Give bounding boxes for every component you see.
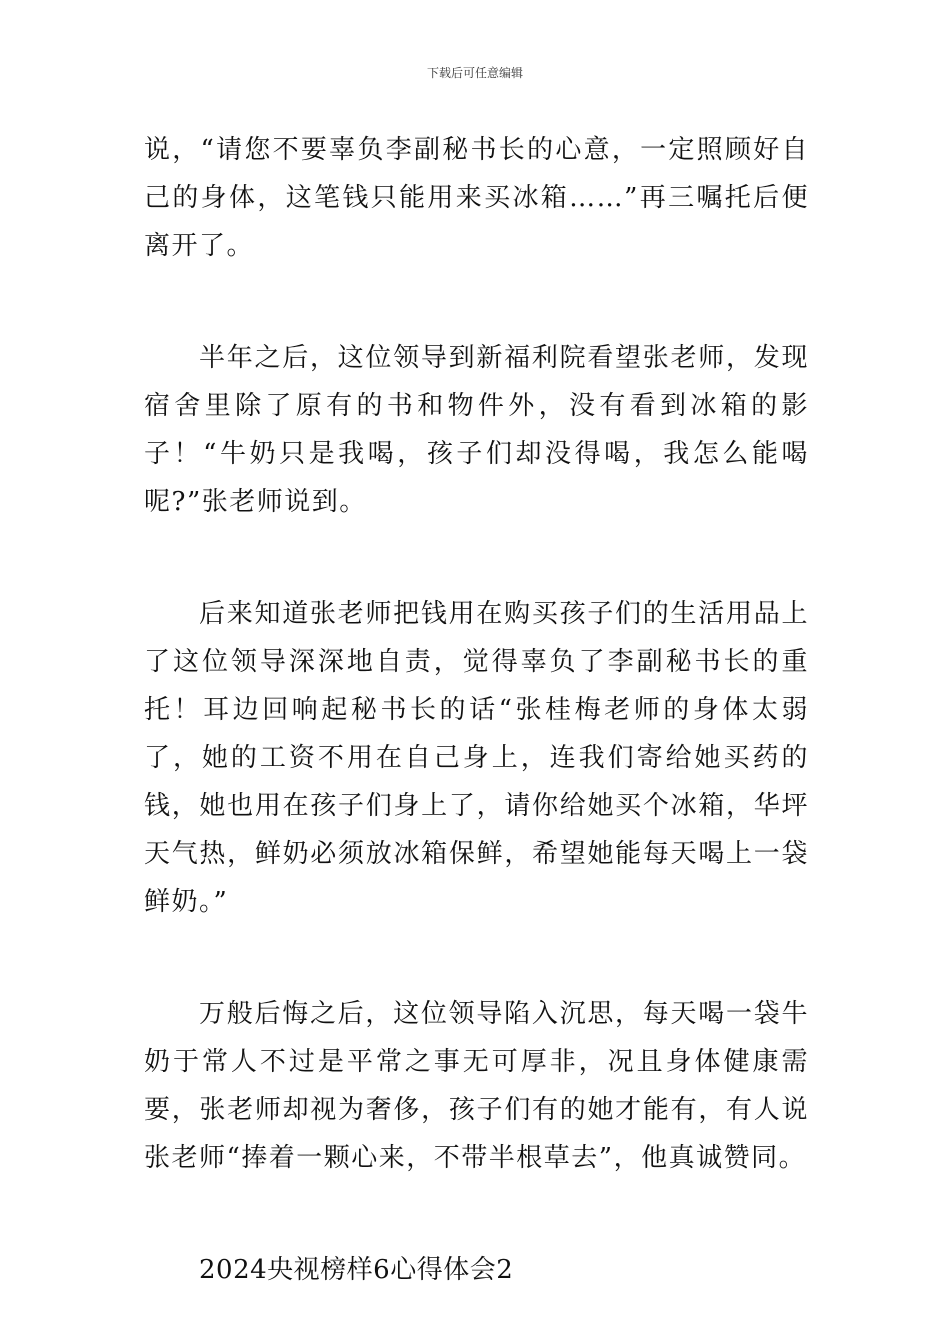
paragraph-1: 说，“请您不要辜负李副秘书长的心意，一定照顾好自己的身体，这笔钱只能用来买冰箱……”再三嘱托后便离开了。 [144, 135, 809, 261]
paragraph-2: 半年之后，这位领导到新福利院看望张老师，发现宿舍里除了原有的书和物件外，没有看到冰箱的影子！“牛奶只是我喝，孩子们却没得喝，我怎么能喝呢?”张老师说到。 [144, 343, 809, 517]
paragraph-3: 后来知道张老师把钱用在购买孩子们的生活用品上了这位领导深深地自责，觉得辜负了李副秘书长的重托！耳边回响起秘书长的话“张桂梅老师的身体太弱了，她的工资不用在自己身上，连我们寄给她买药的钱，她也用在孩子们身上了，请你给她买个冰箱，华坪天气热，鲜奶必须放冰箱保鲜，希望她能每天喝上一袋鲜奶。” [144, 599, 809, 917]
section-title: 2024央视榜样6心得体会2 [199, 1255, 514, 1285]
paragraph-4: 万般后悔之后，这位领导陷入沉思，每天喝一袋牛奶于常人不过是平常之事无可厚非，况且身体健康需要，张老师却视为奢侈，孩子们有的她才能有，有人说张老师“捧着一颗心来，不带半根草去”，他真诚赞同。 [144, 999, 809, 1173]
document-body [144, 126, 809, 1294]
page-header: 下载后可任意编辑 [426, 66, 523, 80]
